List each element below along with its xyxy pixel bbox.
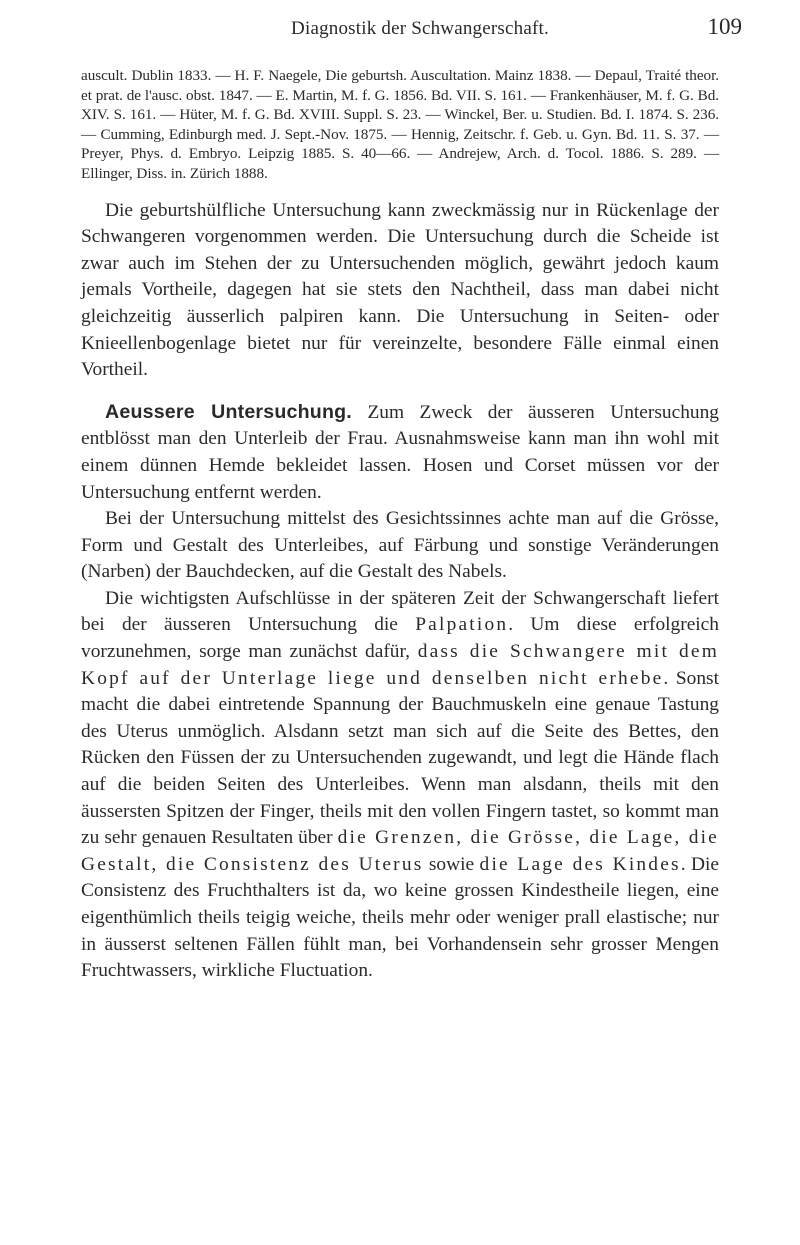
child-position-emphasis: die Lage des Kindes [479,853,681,875]
references-block: auscult. Dublin 1833. — H. F. Naegele, Die geburtsh. Auscultation. Mainz 1838. — Depaul, Traité theor. et prat. de l'ausc. obst. 1847. — E. Martin, M. f. G. 1856. Bd. VII. S. 161. — Frankenhäuser, M. f. G. Bd. XIV. S. 161. — Hüter, M. f. G. Bd. XVIII. Suppl. S. 23. — Winckel, Ber. u. Studien. Bd. I. 1874. S. 236. — Cumming, Edinburgh med. J. Sept.-Nov. 1875. — Hennig, Zeitschr. f. Geb. u. Gyn. Bd. 11. S. 37. — Preyer, Phys. d. Embryo. Leipzig 1885. S. 40—66. — Andrejew, Arch. d. Tocol. 1886. S. 289. — Ellinger, Diss. in. Zürich 1888. [81,67,719,182]
palpation-text-3: . Sonst macht die dabei eintretende Spannung der Bauchmuskeln eine genaue Tastung des Uterus unmöglich. Alsdann setzt man sich auf die Seite des Bettes, den Rücken den Füssen der zu Untersuchenden zugewandt, und legt die Hände flach auf die beiden Seiten des Unterleibes. Wenn man alsdann, theils mit den äussersten Spitzen der Finger, theils mit den vollen Fingern tastet, so kommt man zu sehr genauen Resultaten über [81,667,719,849]
paragraph-examination-position: Die geburtshülfliche Untersuchung kann zweckmässig nur in Rückenlage der Schwangeren vorgenommen werden. Die Untersuchung durch die Scheide ist zwar auch im Stehen der zu Untersuchenden möglich, gewährt jedoch kaum jemals Vortheile, dagegen hat sie stets den Nachtheil, dass man dabei nicht gleichzeitig äusserlich palpiren kann. Die Untersuchung in Seiten- oder Knieellenbogenlage bietet nur für vereinzelte, besondere Fälle einmal einen Vortheil. [81,199,719,381]
position-instruction-emphasis: dass die Schwangere mit dem Kopf auf der Unterlage liege und denselben nicht erhebe [81,641,719,689]
palpation-text-1: Die wichtigsten Aufschlüsse in der späteren Zeit der Schwangerschaft liefert bei der äusseren Untersuchung die [81,587,719,636]
body-text [81,66,719,985]
palpation-emphasis: Palpation [415,614,509,636]
palpation-text-4: sowie [428,853,475,875]
section-text: Zum Zweck der äusseren Untersuchung entblösst man den Unterleib der Frau. Ausnahmsweise kann man ihn wohl mit einem dünnen Hemde bekleidet lassen. Hosen und Corset müssen vor der Untersuchung entfernt werden. [81,401,719,503]
paragraph-external-examination [81,399,719,506]
palpation-text-5: . Die Consistenz des Fruchthalters ist da, wo keine grossen Kindestheile liegen, eine eigenthümlich theils teigig weiche, theils mehr oder weniger prall elastische; nur in äusserst seltenen Fällen fühlt man, bei Vorhandensein sehr grosser Mengen Fruchtwassers, wirkliche Fluctuation. [81,853,719,982]
page-number: 109 [707,14,742,39]
paragraph-palpation [81,586,719,985]
page-header [80,12,760,52]
palpation-text-2: . Um diese erfolgreich vorzunehmen, sorge man zunächst dafür, [81,614,719,663]
paragraph-visual-inspection: Bei der Untersuchung mittelst des Gesichtssinnes achte man auf die Grösse, Form und Gestalt des Unterleibes, auf Färbung und sonstige Veränderungen (Narben) der Bauchdecken, auf die Gestalt des Nabels. [81,508,719,583]
uterus-findings-emphasis: die Grenzen, die Grösse, die Lage, die Gestalt, die Consistenz des Uterus [81,827,719,875]
section-heading: Aeussere Untersuchung. [105,400,352,423]
running-title: Diagnostik der Schwangerschaft. [291,18,549,39]
